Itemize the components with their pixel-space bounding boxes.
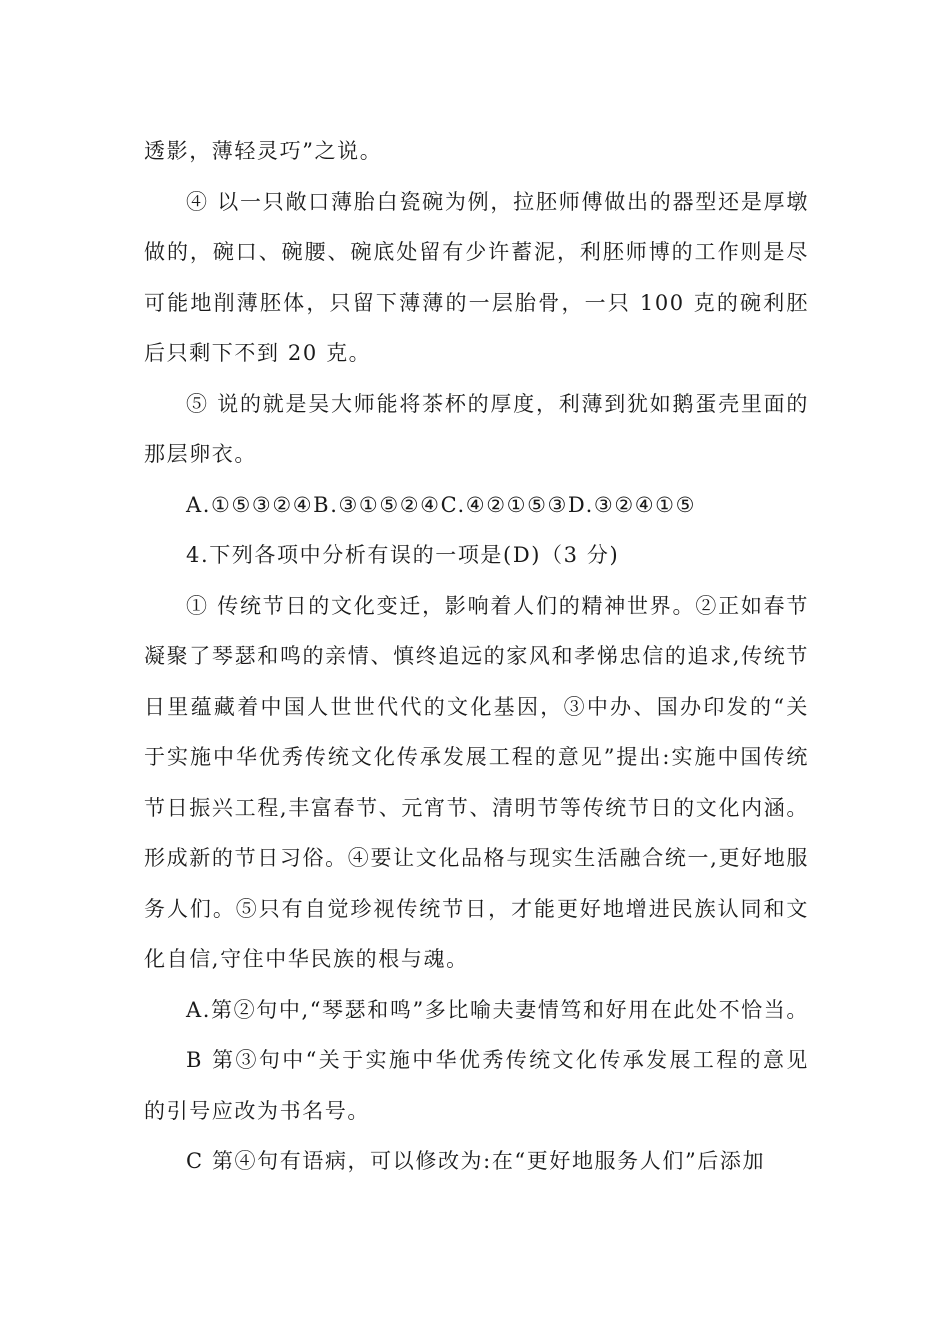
question-4-passage: ① 传统节日的文化变迁，影响着人们的精神世界。②正如春节凝聚了琴瑟和鸣的亲情、慎终追远的家风和孝悌忠信的追求,传统节日里蕴藏着中国人世世代代的文化基因，③中办、国办印发的“关于实施中华优秀传统文化传承发展工程的意见”提出:实施中国传统节日振兴工程,丰富春节、元宵节、清明节等传统节日的文化内涵。形成新的节日习俗。④要让文化品格与现实生活融合统一,更好地服务人们。⑤只有自觉珍视传统节日，才能更好地增进民族认同和文化自信,守住中华民族的根与魂。: [144, 593, 809, 971]
option-c: C 第④句有语病，可以修改为:在“更好地服务人们”后添加: [186, 1149, 766, 1173]
question-4: 4.下列各项中分析有误的一项是(D)（3 分): [186, 543, 620, 567]
answer-options: A.①⑤③②④B.③①⑤②④C.④②①⑤③D.③②④①⑤: [186, 492, 697, 517]
document-body: [144, 126, 809, 1187]
option-a: A.第②句中,“琴瑟和鸣”多比喻夫妻情笃和好用在此处不恰当。: [186, 997, 809, 1022]
paragraph-item-5: ⑤ 说的就是吴大师能将茶杯的厚度，利薄到犹如鹅蛋壳里面的那层卵衣。: [144, 391, 809, 466]
paragraph-item-4: ④ 以一只敞口薄胎白瓷碗为例，拉胚师傅做出的器型还是厚墩做的，碗口、碗腰、碗底处留有少许蓄泥，利胚师博的工作则是尽可能地削薄胚体，只留下薄薄的一层胎骨，一只 100 克的碗利胚后只剩下不到 20 克。: [144, 189, 809, 365]
option-b: B 第③句中“关于实施中华优秀传统文化传承发展工程的意见的引号应改为书名号。: [144, 1048, 809, 1123]
paragraph-continuation: 透影，薄轻灵巧”之说。: [144, 139, 383, 163]
